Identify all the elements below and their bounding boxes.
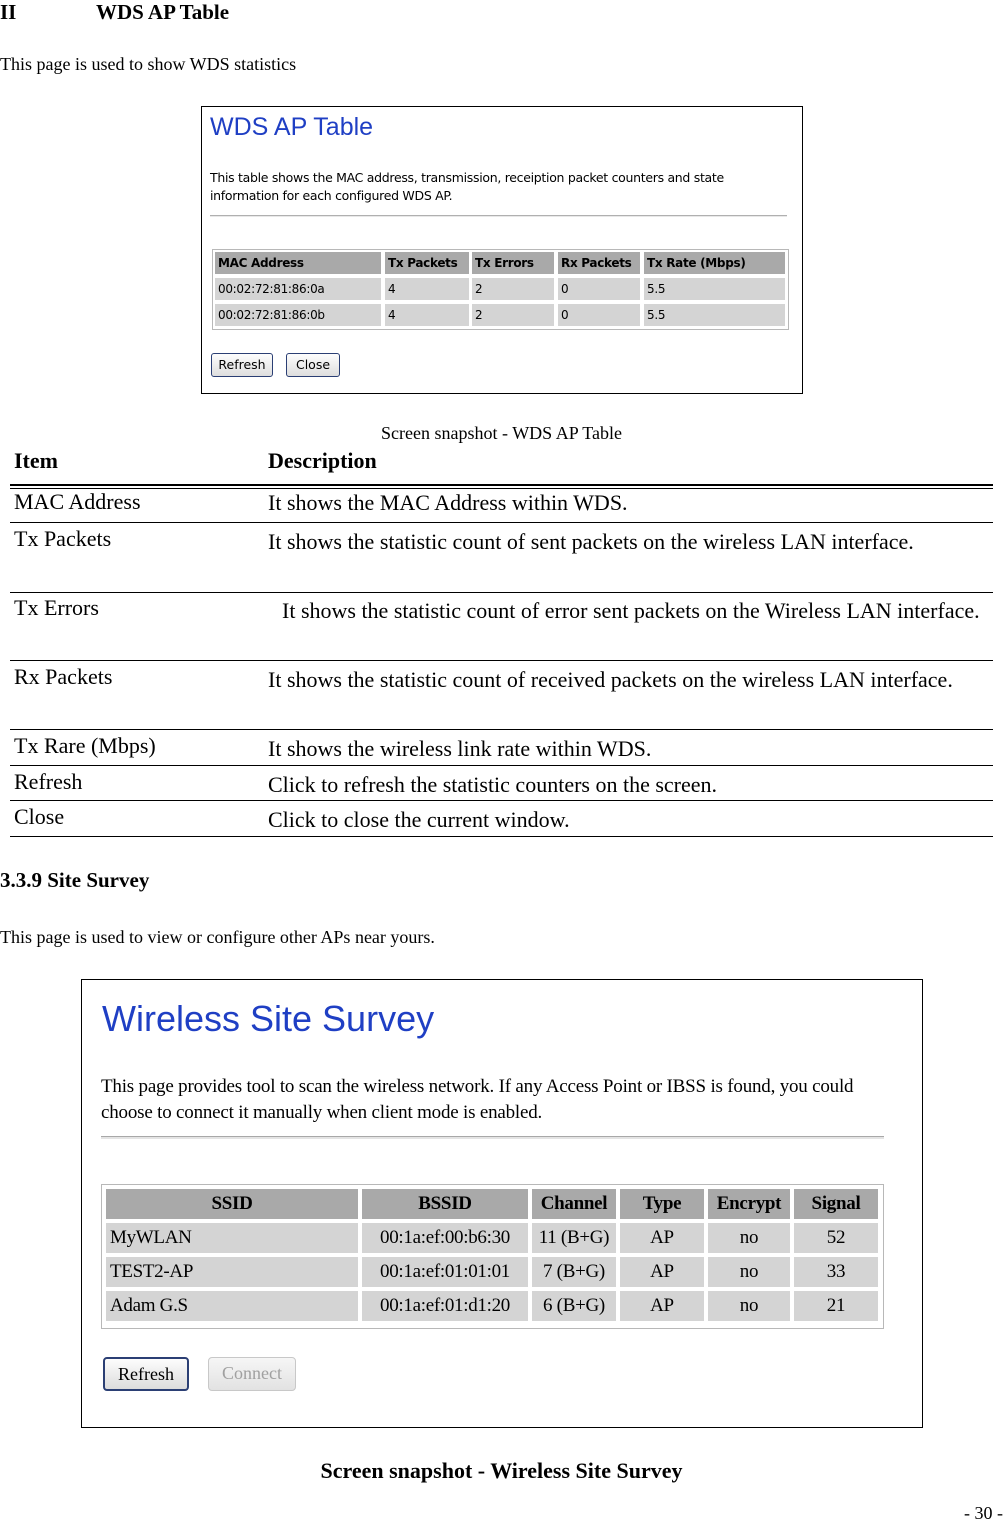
survey-col-signal: Signal — [794, 1189, 878, 1219]
survey-col-ssid: SSID — [106, 1189, 358, 1219]
row-divider — [10, 592, 993, 593]
wds-col-rx-packets: Rx Packets — [558, 252, 640, 274]
survey-table — [101, 1184, 884, 1329]
wds-cell-mac: 00:02:72:81:86:0b — [215, 304, 381, 326]
section-title: WDS AP Table — [96, 0, 230, 24]
desc-tx-rate: It shows the wireless link rate within WDS. — [268, 736, 652, 761]
wds-cell-tx-errors: 2 — [472, 278, 554, 300]
survey-cell-channel: 7 (B+G) — [532, 1257, 616, 1287]
row-divider — [10, 836, 993, 837]
wds-cell-tx-rate: 5.5 — [644, 304, 785, 326]
section2-title: 3.3.9 Site Survey — [0, 868, 150, 892]
item-rx-packets: Rx Packets — [14, 664, 113, 689]
wds-table — [212, 249, 789, 330]
refresh-button[interactable]: Refresh — [211, 353, 273, 377]
row-divider — [10, 522, 993, 523]
wds-col-tx-packets: Tx Packets — [385, 252, 469, 274]
section-intro: This page is used to show WDS statistics — [0, 54, 297, 74]
desc-rx-packets: It shows the statistic count of received packets on the wireless LAN interface. — [268, 667, 953, 692]
wds-ap-table-screenshot — [201, 106, 803, 394]
row-divider — [10, 660, 993, 661]
survey-cell-type: AP — [620, 1291, 704, 1321]
item-refresh: Refresh — [14, 769, 83, 794]
survey-cell-signal: 52 — [794, 1223, 878, 1253]
survey-cell-channel: 6 (B+G) — [532, 1291, 616, 1321]
survey-cell-ssid: MyWLAN — [106, 1223, 358, 1253]
survey-col-type: Type — [620, 1189, 704, 1219]
caption-site-survey: Screen snapshot - Wireless Site Survey — [320, 1458, 683, 1483]
row-divider — [10, 765, 993, 766]
survey-divider — [101, 1136, 884, 1139]
wds-cell-tx-packets: 4 — [385, 278, 469, 300]
header-item: Item — [14, 448, 58, 473]
desc-refresh: Click to refresh the statistic counters on the screen. — [268, 772, 718, 797]
wds-cell-rx-packets: 0 — [558, 278, 640, 300]
survey-cell-encrypt: no — [708, 1257, 790, 1287]
survey-cell-signal: 21 — [794, 1291, 878, 1321]
wds-col-mac: MAC Address — [215, 252, 381, 274]
item-tx-packets: Tx Packets — [14, 526, 112, 551]
survey-page-description: This page provides tool to scan the wireless network. If any Access Point or IBSS is found, you could choose to connect it manually when client mode is enabled. — [101, 1076, 854, 1123]
survey-cell-ssid: TEST2-AP — [106, 1257, 358, 1287]
section2-intro: This page is used to view or configure other APs near yours. — [0, 927, 435, 947]
survey-cell-bssid: 00:1a:ef:00:b6:30 — [362, 1223, 528, 1253]
wds-page-description: This table shows the MAC address, transmission, receiption packet counters and state information for each configured WDS AP. — [210, 170, 724, 203]
survey-cell-signal: 33 — [794, 1257, 878, 1287]
wds-cell-tx-rate: 5.5 — [644, 278, 785, 300]
desc-close: Click to close the current window. — [268, 807, 570, 832]
row-divider — [10, 729, 993, 730]
survey-refresh-button[interactable]: Refresh — [103, 1357, 189, 1391]
survey-cell-bssid: 00:1a:ef:01:d1:20 — [362, 1291, 528, 1321]
survey-cell-encrypt: no — [708, 1291, 790, 1321]
caption-wds-table: Screen snapshot - WDS AP Table — [381, 423, 622, 443]
item-mac-address: MAC Address — [14, 489, 141, 514]
survey-cell-ssid: Adam G.S — [106, 1291, 358, 1321]
page-number: - 30 - — [964, 1503, 1003, 1523]
wds-cell-mac: 00:02:72:81:86:0a — [215, 278, 381, 300]
item-tx-rate: Tx Rare (Mbps) — [14, 733, 156, 758]
row-divider — [10, 800, 993, 801]
desc-tx-packets: It shows the statistic count of sent packets on the wireless LAN interface. — [268, 529, 914, 554]
survey-cell-type: AP — [620, 1257, 704, 1287]
desc-mac-address: It shows the MAC Address within WDS. — [268, 490, 628, 515]
wds-col-tx-rate: Tx Rate (Mbps) — [644, 252, 785, 274]
section-number: II — [0, 0, 17, 24]
item-close: Close — [14, 804, 65, 829]
wds-cell-tx-errors: 2 — [472, 304, 554, 326]
survey-page-title: Wireless Site Survey — [102, 998, 435, 1039]
survey-cell-type: AP — [620, 1223, 704, 1253]
header-description: Description — [268, 448, 377, 473]
site-survey-screenshot — [81, 979, 923, 1428]
survey-cell-encrypt: no — [708, 1223, 790, 1253]
wds-page-title: WDS AP Table — [210, 113, 374, 141]
survey-col-encrypt: Encrypt — [708, 1189, 790, 1219]
close-button[interactable]: Close — [286, 353, 340, 377]
item-tx-errors: Tx Errors — [14, 595, 99, 620]
wds-col-tx-errors: Tx Errors — [472, 252, 554, 274]
survey-col-bssid: BSSID — [362, 1189, 528, 1219]
wds-cell-rx-packets: 0 — [558, 304, 640, 326]
survey-cell-bssid: 00:1a:ef:01:01:01 — [362, 1257, 528, 1287]
survey-connect-button[interactable]: Connect — [208, 1357, 296, 1391]
survey-col-channel: Channel — [532, 1189, 616, 1219]
wds-divider — [210, 215, 787, 217]
desc-tx-errors: It shows the statistic count of error sent packets on the Wireless LAN interface. — [282, 598, 980, 623]
wds-cell-tx-packets: 4 — [385, 304, 469, 326]
survey-cell-channel: 11 (B+G) — [532, 1223, 616, 1253]
